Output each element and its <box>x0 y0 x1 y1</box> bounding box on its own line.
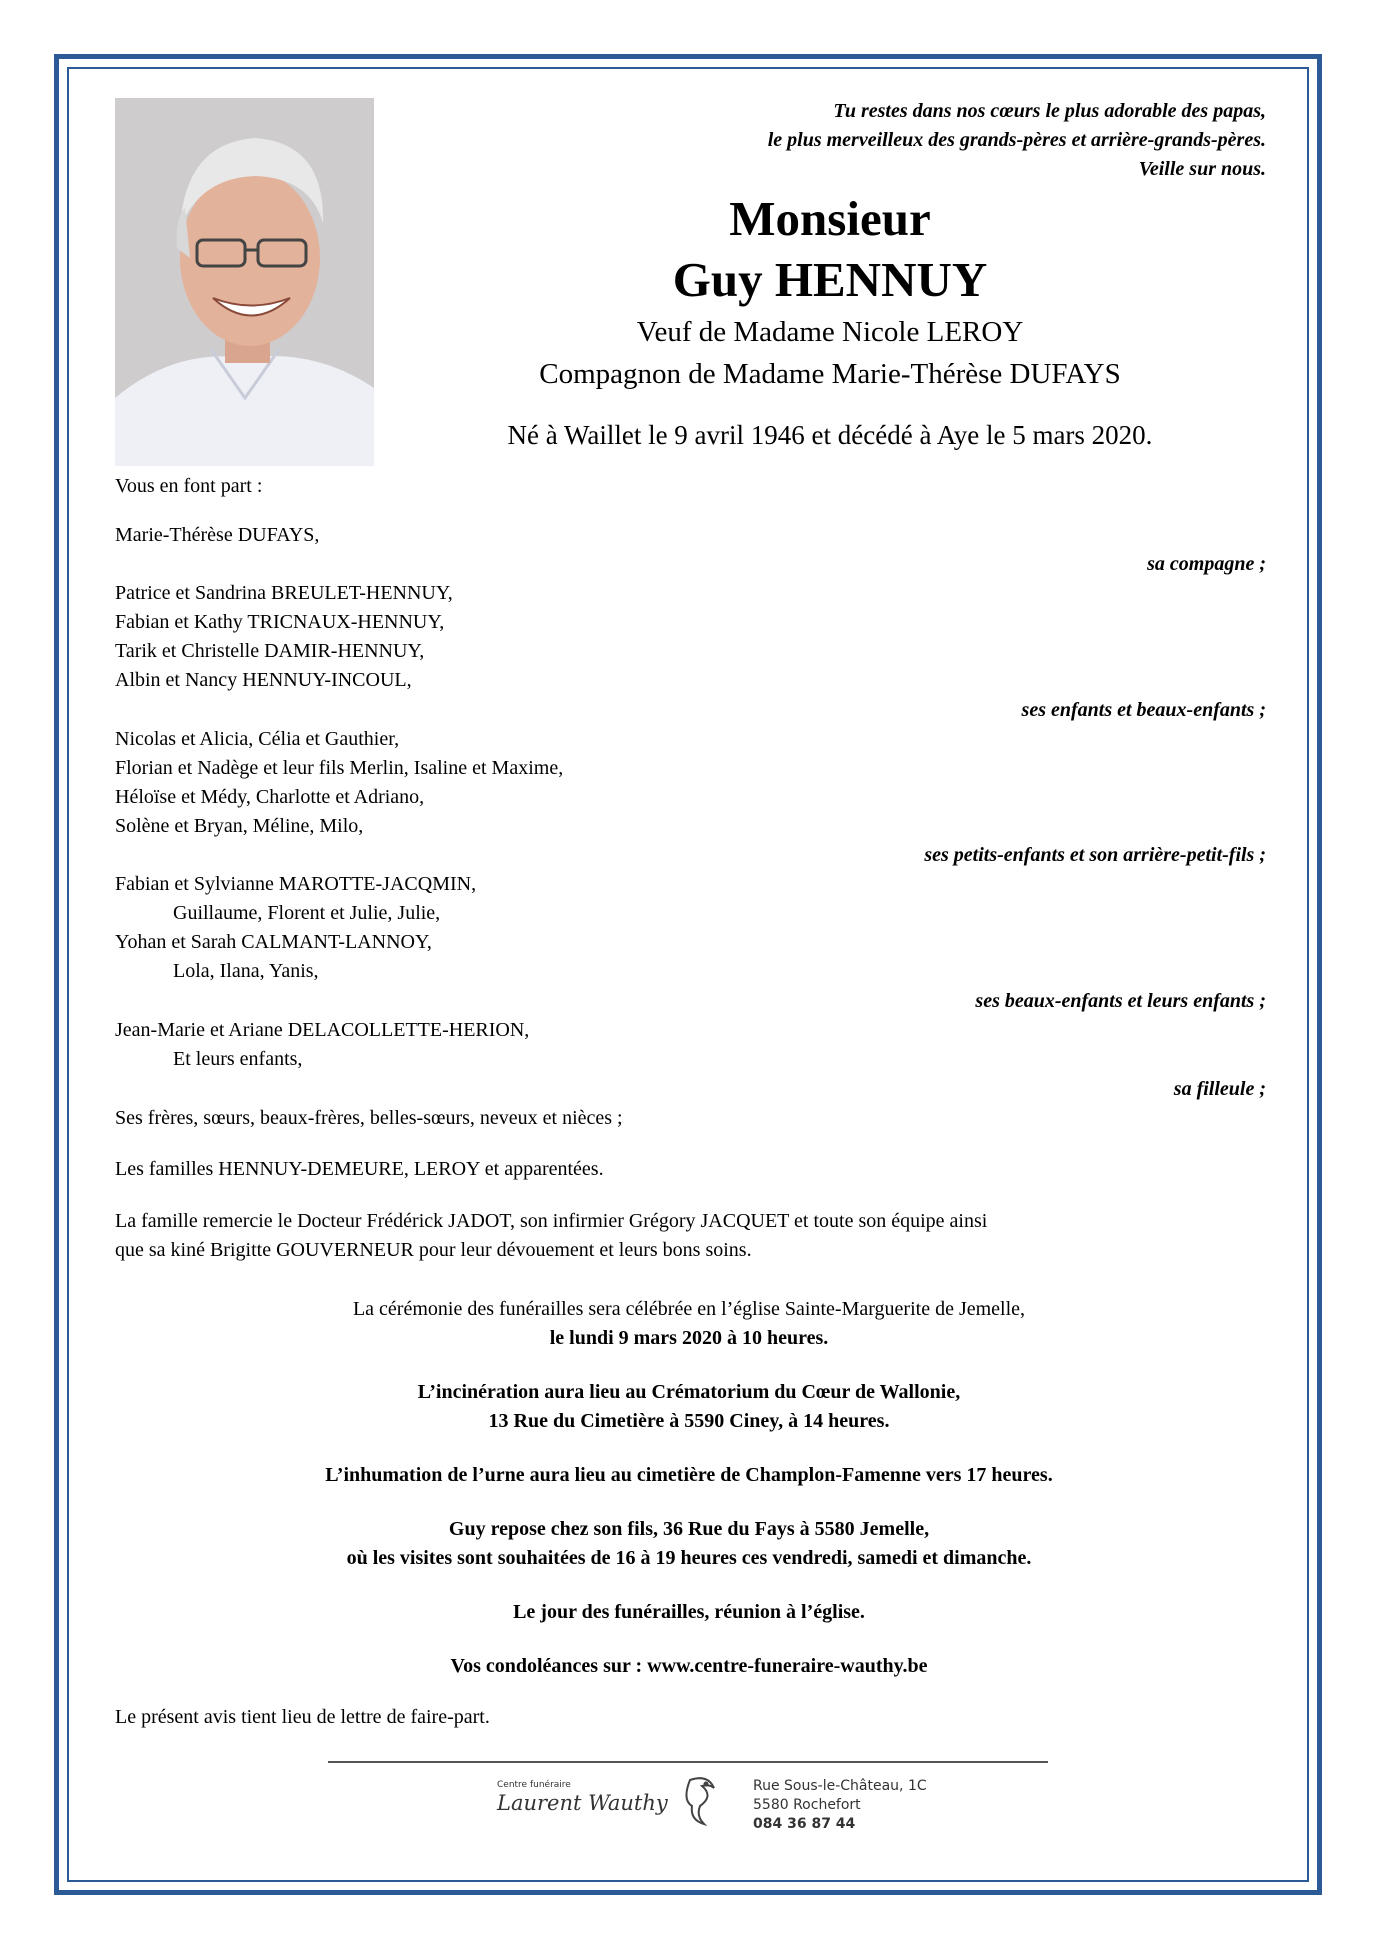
widower-line: Veuf de Madame Nicole LEROY <box>636 316 1024 348</box>
relation-label: sa filleule ; <box>1173 1078 1266 1100</box>
thanks-line-2: que sa kiné Brigitte GOUVERNEUR pour leur dévouement et leurs bons soins. <box>115 1239 752 1261</box>
list-item: Marie-Thérèse DUFAYS, <box>115 524 320 546</box>
incineration-line-2: 13 Rue du Cimetière à 5590 Ciney, à 14 heures. <box>488 1410 890 1432</box>
quote-line-2: le plus merveilleux des grands-pères et arrière-grands-pères. <box>767 129 1266 151</box>
footer-divider <box>328 1761 1048 1763</box>
address-line-1: Rue Sous-le-Château, 1C <box>753 1778 927 1794</box>
list-item: Tarik et Christelle DAMIR-HENNUY, <box>115 640 425 662</box>
address-line-2: 5580 Rochefort <box>753 1797 861 1813</box>
list-item: Fabian et Kathy TRICNAUX-HENNUY, <box>115 611 445 633</box>
company-name: Laurent Wauthy <box>497 1791 668 1815</box>
ceremony-line-1: La cérémonie des funérailles sera célébrée en l’église Sainte-Marguerite de Jemelle, <box>352 1298 1026 1320</box>
list-item: Solène et Bryan, Méline, Milo, <box>115 815 364 837</box>
list-item: Fabian et Sylvianne MAROTTE-JACQMIN, <box>115 873 477 895</box>
birth-death-line: Né à Waillet le 9 avril 1946 et décédé à Aye le 5 mars 2020. <box>507 420 1153 450</box>
salutation: Monsieur <box>729 191 931 246</box>
relation-label: ses beaux-enfants et leurs enfants ; <box>975 990 1266 1012</box>
phone-number: 084 36 87 44 <box>753 1816 856 1832</box>
portrait-photo <box>115 98 374 466</box>
portrait-illustration <box>115 98 374 466</box>
inhumation-line: L’inhumation de l’urne aura lieu au cimetière de Champlon-Famenne vers 17 heures. <box>325 1464 1053 1486</box>
meeting-line: Le jour des funérailles, réunion à l’église. <box>513 1601 865 1623</box>
list-item: Lola, Ilana, Yanis, <box>173 960 319 982</box>
list-item: Et leurs enfants, <box>173 1048 303 1070</box>
deceased-name: Guy HENNUY <box>672 252 988 307</box>
repose-line-1: Guy repose chez son fils, 36 Rue du Fays à 5580 Jemelle, <box>448 1518 930 1540</box>
condolences-line: Vos condoléances sur : www.centre-funeraire-wauthy.be <box>450 1655 928 1677</box>
list-item: Guillaume, Florent et Julie, Julie, <box>173 902 441 924</box>
relation-label: ses enfants et beaux-enfants ; <box>1021 699 1266 721</box>
quote-line-1: Tu restes dans nos cœurs le plus adorable des papas, <box>833 100 1266 122</box>
company-logo-icon <box>670 1772 726 1833</box>
list-item: Nicolas et Alicia, Célia et Gauthier, <box>115 728 400 750</box>
company-small-label: Centre funéraire <box>497 1780 571 1790</box>
list-item: Héloïse et Médy, Charlotte et Adriano, <box>115 786 425 808</box>
list-item: Jean-Marie et Ariane DELACOLLETTE-HERION, <box>115 1019 530 1041</box>
siblings-line: Ses frères, sœurs, beaux-frères, belles-sœurs, neveux et nièces ; <box>115 1107 623 1129</box>
list-item: Yohan et Sarah CALMANT-LANNOY, <box>115 931 432 953</box>
list-item: Albin et Nancy HENNUY-INCOUL, <box>115 669 412 691</box>
relation-label: ses petits-enfants et son arrière-petit-fils ; <box>924 844 1266 866</box>
repose-line-2: où les visites sont souhaitées de 16 à 19 heures ces vendredi, samedi et dimanche. <box>346 1547 1032 1569</box>
incineration-line-1: L’incinération aura lieu au Crématorium du Cœur de Wallonie, <box>417 1381 961 1403</box>
families-line: Les familles HENNUY-DEMEURE, LEROY et apparentées. <box>115 1158 604 1180</box>
quote-line-3: Veille sur nous. <box>1138 158 1266 180</box>
thanks-line-1: La famille remercie le Docteur Frédérick JADOT, son infirmier Grégory JACQUET et toute son équipe ainsi <box>115 1210 988 1232</box>
ceremony-date: le lundi 9 mars 2020 à 10 heures. <box>549 1327 829 1349</box>
list-item: Patrice et Sandrina BREULET-HENNUY, <box>115 582 453 604</box>
notice-line: Le présent avis tient lieu de lettre de faire-part. <box>115 1706 490 1728</box>
list-item: Florian et Nadège et leur fils Merlin, Isaline et Maxime, <box>115 757 564 779</box>
intro: Vous en font part : <box>115 475 263 497</box>
relation-label: sa compagne ; <box>1147 553 1266 575</box>
companion-line: Compagnon de Madame Marie-Thérèse DUFAYS <box>539 358 1121 390</box>
